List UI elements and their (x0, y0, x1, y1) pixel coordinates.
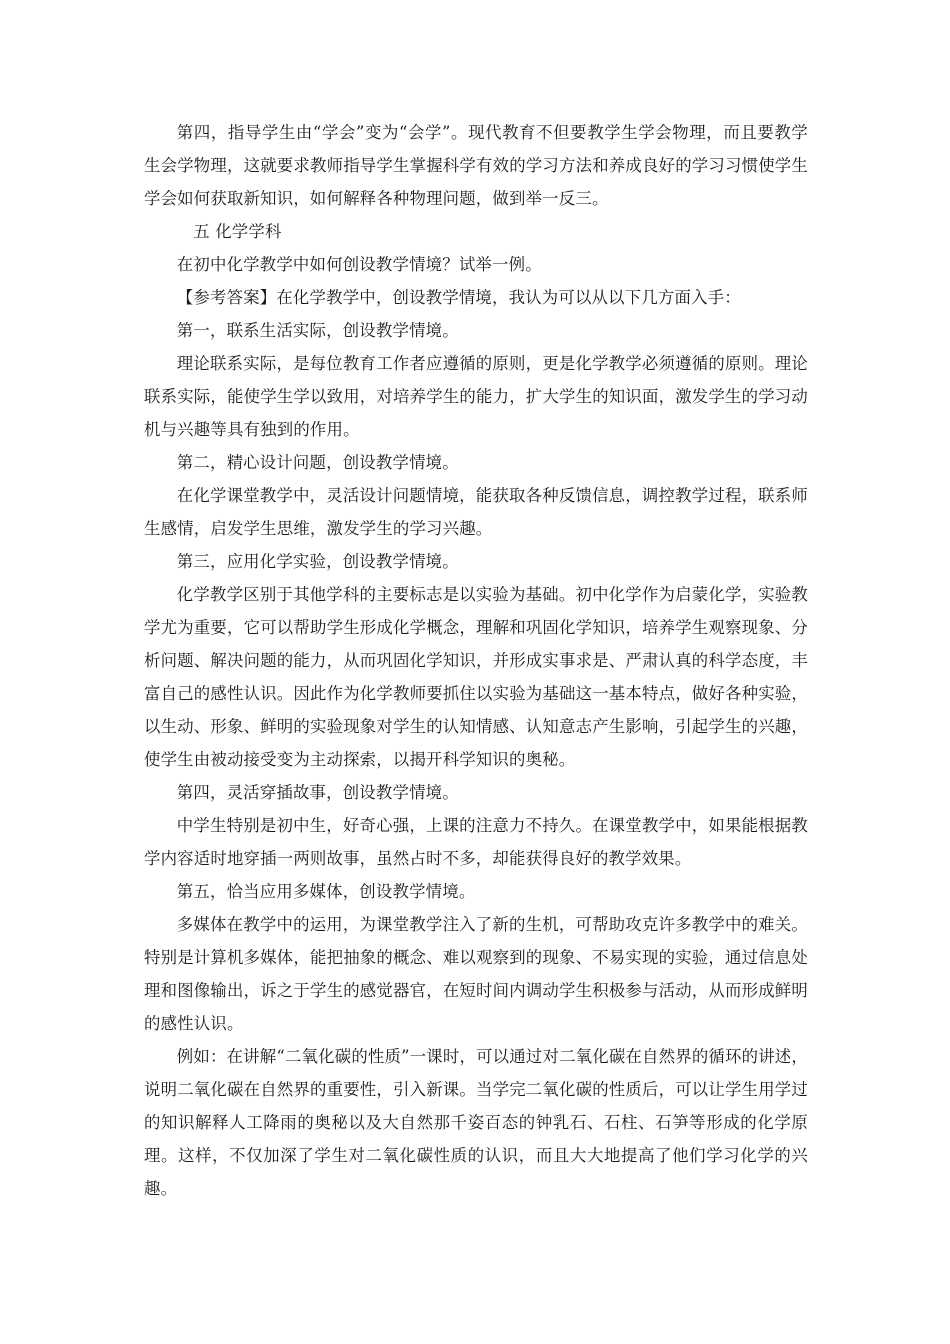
paragraph-point-1: 理论联系实际，是每位教育工作者应遵循的原则，更是化学教学必须遵循的原则。理论联系实际，能使学生学以致用，对培养学生的能力，扩大学生的知识面，激发学生的学习动机与兴趣等具有独到的作用。 (144, 354, 808, 439)
question-text: 在初中化学教学中如何创设教学情境？试举一例。 (176, 255, 542, 274)
paragraph-point-3: 化学教学区别于其他学科的主要标志是以实验为基础。初中化学作为启蒙化学，实验教学尤为重要，它可以帮助学生形成化学概念，理解和巩固化学知识，培养学生观察现象、分析问题、解决问题的能力，从而巩固化学知识，并形成实事求是、严肃认真的科学态度，丰富自己的感性认识。因此作为化学教师要抓住以实验为基础这一基本特点，做好各种实验，以生动、形象、鲜明的实验现象对学生的认知情感、认知意志产生影响，引起学生的兴趣，使学生由被动接受变为主动探索，以揭开科学知识的奥秘。 (144, 585, 808, 769)
paragraph-point-4: 中学生特别是初中生，好奇心强，上课的注意力不持久。在课堂教学中，如果能根据教学内容适时地穿插一两则故事，虽然占时不多，却能获得良好的教学效果。 (144, 816, 808, 868)
paragraph-point-5: 多媒体在教学中的运用，为课堂教学注入了新的生机，可帮助攻克许多教学中的难关。特别是计算机多媒体，能把抽象的概念、难以观察到的现象、不易实现的实验，通过信息处理和图像输出，诉之于学生的感觉器官，在短时间内调动学生积极参与活动，从而形成鲜明的感性认识。 (144, 915, 808, 1033)
document-body (144, 116, 808, 1205)
point-heading-2: 第二，精心设计问题，创设教学情境。 (176, 453, 459, 472)
section-heading-chemistry: 五 化学学科 (193, 222, 282, 241)
point-heading-3: 第三，应用化学实验，创设教学情境。 (176, 552, 459, 571)
reference-answer-intro: 【参考答案】在化学教学中，创设教学情境，我认为可以从以下几方面入手： (176, 288, 741, 307)
paragraph-example: 例如：在讲解“二氧化碳的性质”一课时，可以通过对二氧化碳在自然界的循环的讲述，说明二氧化碳在自然界的重要性，引入新课。当学完二氧化碳的性质后，可以让学生用学过的知识解释人工降雨的奥秘以及大自然那千姿百态的钟乳石、石柱、石笋等形成的化学原理。这样，不仅加深了学生对二氧化碳性质的认识，而且大大地提高了他们学习化学的兴趣。 (144, 1047, 808, 1198)
paragraph-guide-learning: 第四，指导学生由“学会”变为“会学”。现代教育不但要教学生学会物理，而且要教学生会学物理，这就要求教师指导学生掌握科学有效的学习方法和养成良好的学习习惯使学生学会如何获取新知识，如何解释各种物理问题，做到举一反三。 (144, 123, 808, 208)
point-heading-5: 第五，恰当应用多媒体，创设教学情境。 (176, 882, 476, 901)
point-heading-4: 第四，灵活穿插故事，创设教学情境。 (176, 783, 459, 802)
point-heading-1: 第一，联系生活实际，创设教学情境。 (176, 321, 459, 340)
paragraph-point-2: 在化学课堂教学中，灵活设计问题情境，能获取各种反馈信息，调控教学过程，联系师生感情，启发学生思维，激发学生的学习兴趣。 (144, 486, 808, 538)
